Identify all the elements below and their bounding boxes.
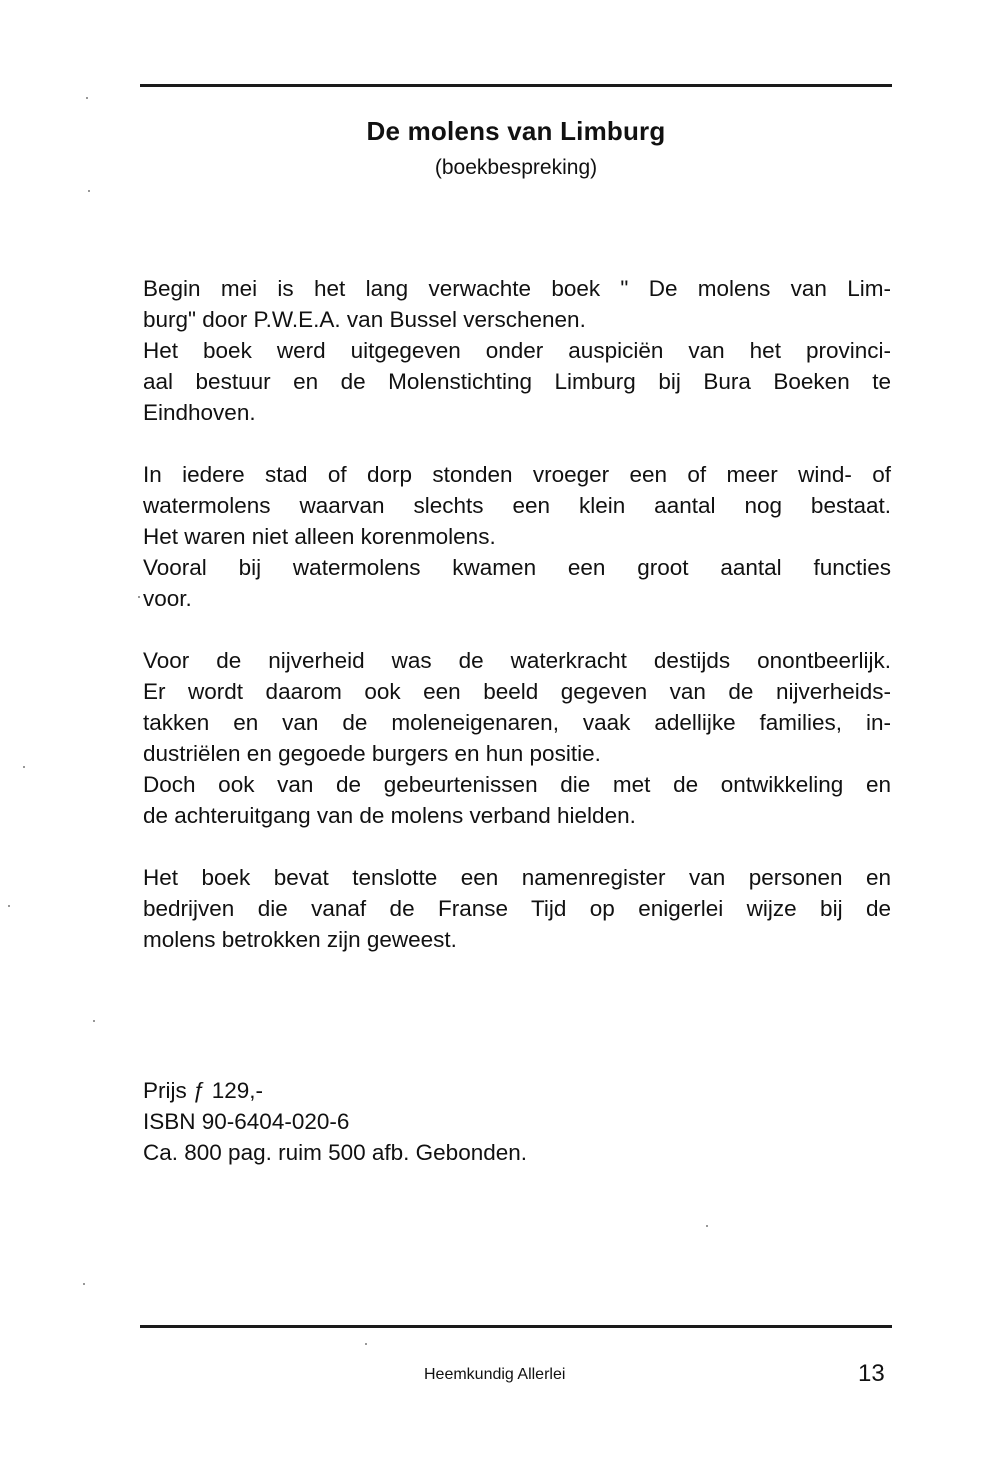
text-line: watermolens waarvan slechts een klein aantal nog bestaat. — [143, 493, 891, 518]
scan-speck — [706, 1225, 708, 1227]
scan-speck — [83, 1283, 85, 1285]
text-line: molens betrokken zijn geweest. — [143, 927, 457, 952]
paragraph-3 — [143, 645, 891, 831]
text-line: Het waren niet alleen korenmolens. — [143, 524, 496, 549]
page-number: 13 — [858, 1360, 885, 1387]
text-line: voor. — [143, 586, 192, 611]
article-subtitle: (boekbespreking) — [434, 156, 598, 179]
scan-speck — [365, 1343, 367, 1345]
bottom-rule — [140, 1325, 892, 1328]
scan-speck — [86, 97, 88, 99]
text-line: burg" door P.W.E.A. van Bussel verschenen. — [143, 307, 586, 332]
scan-speck — [88, 190, 90, 192]
text-line: Het boek werd uitgegeven onder auspiciën van het provinci- — [143, 338, 891, 363]
text-line: Voor de nijverheid was de waterkracht destijds onontbeerlijk. — [143, 648, 891, 673]
text-line: de achteruitgang van de molens verband hielden. — [143, 803, 636, 828]
text-line: Begin mei is het lang verwachte boek " De molens van Lim- — [143, 276, 891, 301]
book-isbn: ISBN 90-6404-020-6 — [143, 1109, 350, 1134]
text-line: Het boek bevat tenslotte een namenregister van personen en — [143, 865, 891, 890]
text-line: Eindhoven. — [143, 400, 256, 425]
text-line: Vooral bij watermolens kwamen een groot aantal functies — [143, 555, 891, 580]
text-line: bedrijven die vanaf de Franse Tijd op enigerlei wijze bij de — [143, 896, 891, 921]
scan-speck — [23, 766, 25, 768]
text-line: Doch ook van de gebeurtenissen die met de ontwikkeling en — [143, 772, 891, 797]
top-rule — [140, 84, 892, 87]
text-line: takken en van de moleneigenaren, vaak adellijke families, in- — [143, 710, 891, 735]
paragraph-2 — [143, 459, 891, 614]
scan-speck — [8, 905, 10, 907]
text-line: aal bestuur en de Molenstichting Limburg bij Bura Boeken te — [143, 369, 891, 394]
book-extent: Ca. 800 pag. ruim 500 afb. Gebonden. — [143, 1140, 528, 1165]
text-line: Er wordt daarom ook een beeld gegeven van de nijverheids- — [143, 679, 891, 704]
scan-speck — [93, 1020, 95, 1022]
book-price: Prijs ƒ 129,- — [143, 1078, 264, 1103]
footer-publication: Heemkundig Allerlei — [424, 1366, 566, 1383]
text-line: In iedere stad of dorp stonden vroeger een of meer wind- of — [143, 462, 891, 487]
paragraph-4 — [143, 862, 891, 955]
scan-speck — [138, 596, 140, 598]
article-title: De molens van Limburg — [366, 116, 666, 146]
paragraph-1 — [143, 273, 891, 428]
text-line: dustriëlen en gegoede burgers en hun positie. — [143, 741, 601, 766]
book-details — [143, 1075, 527, 1168]
